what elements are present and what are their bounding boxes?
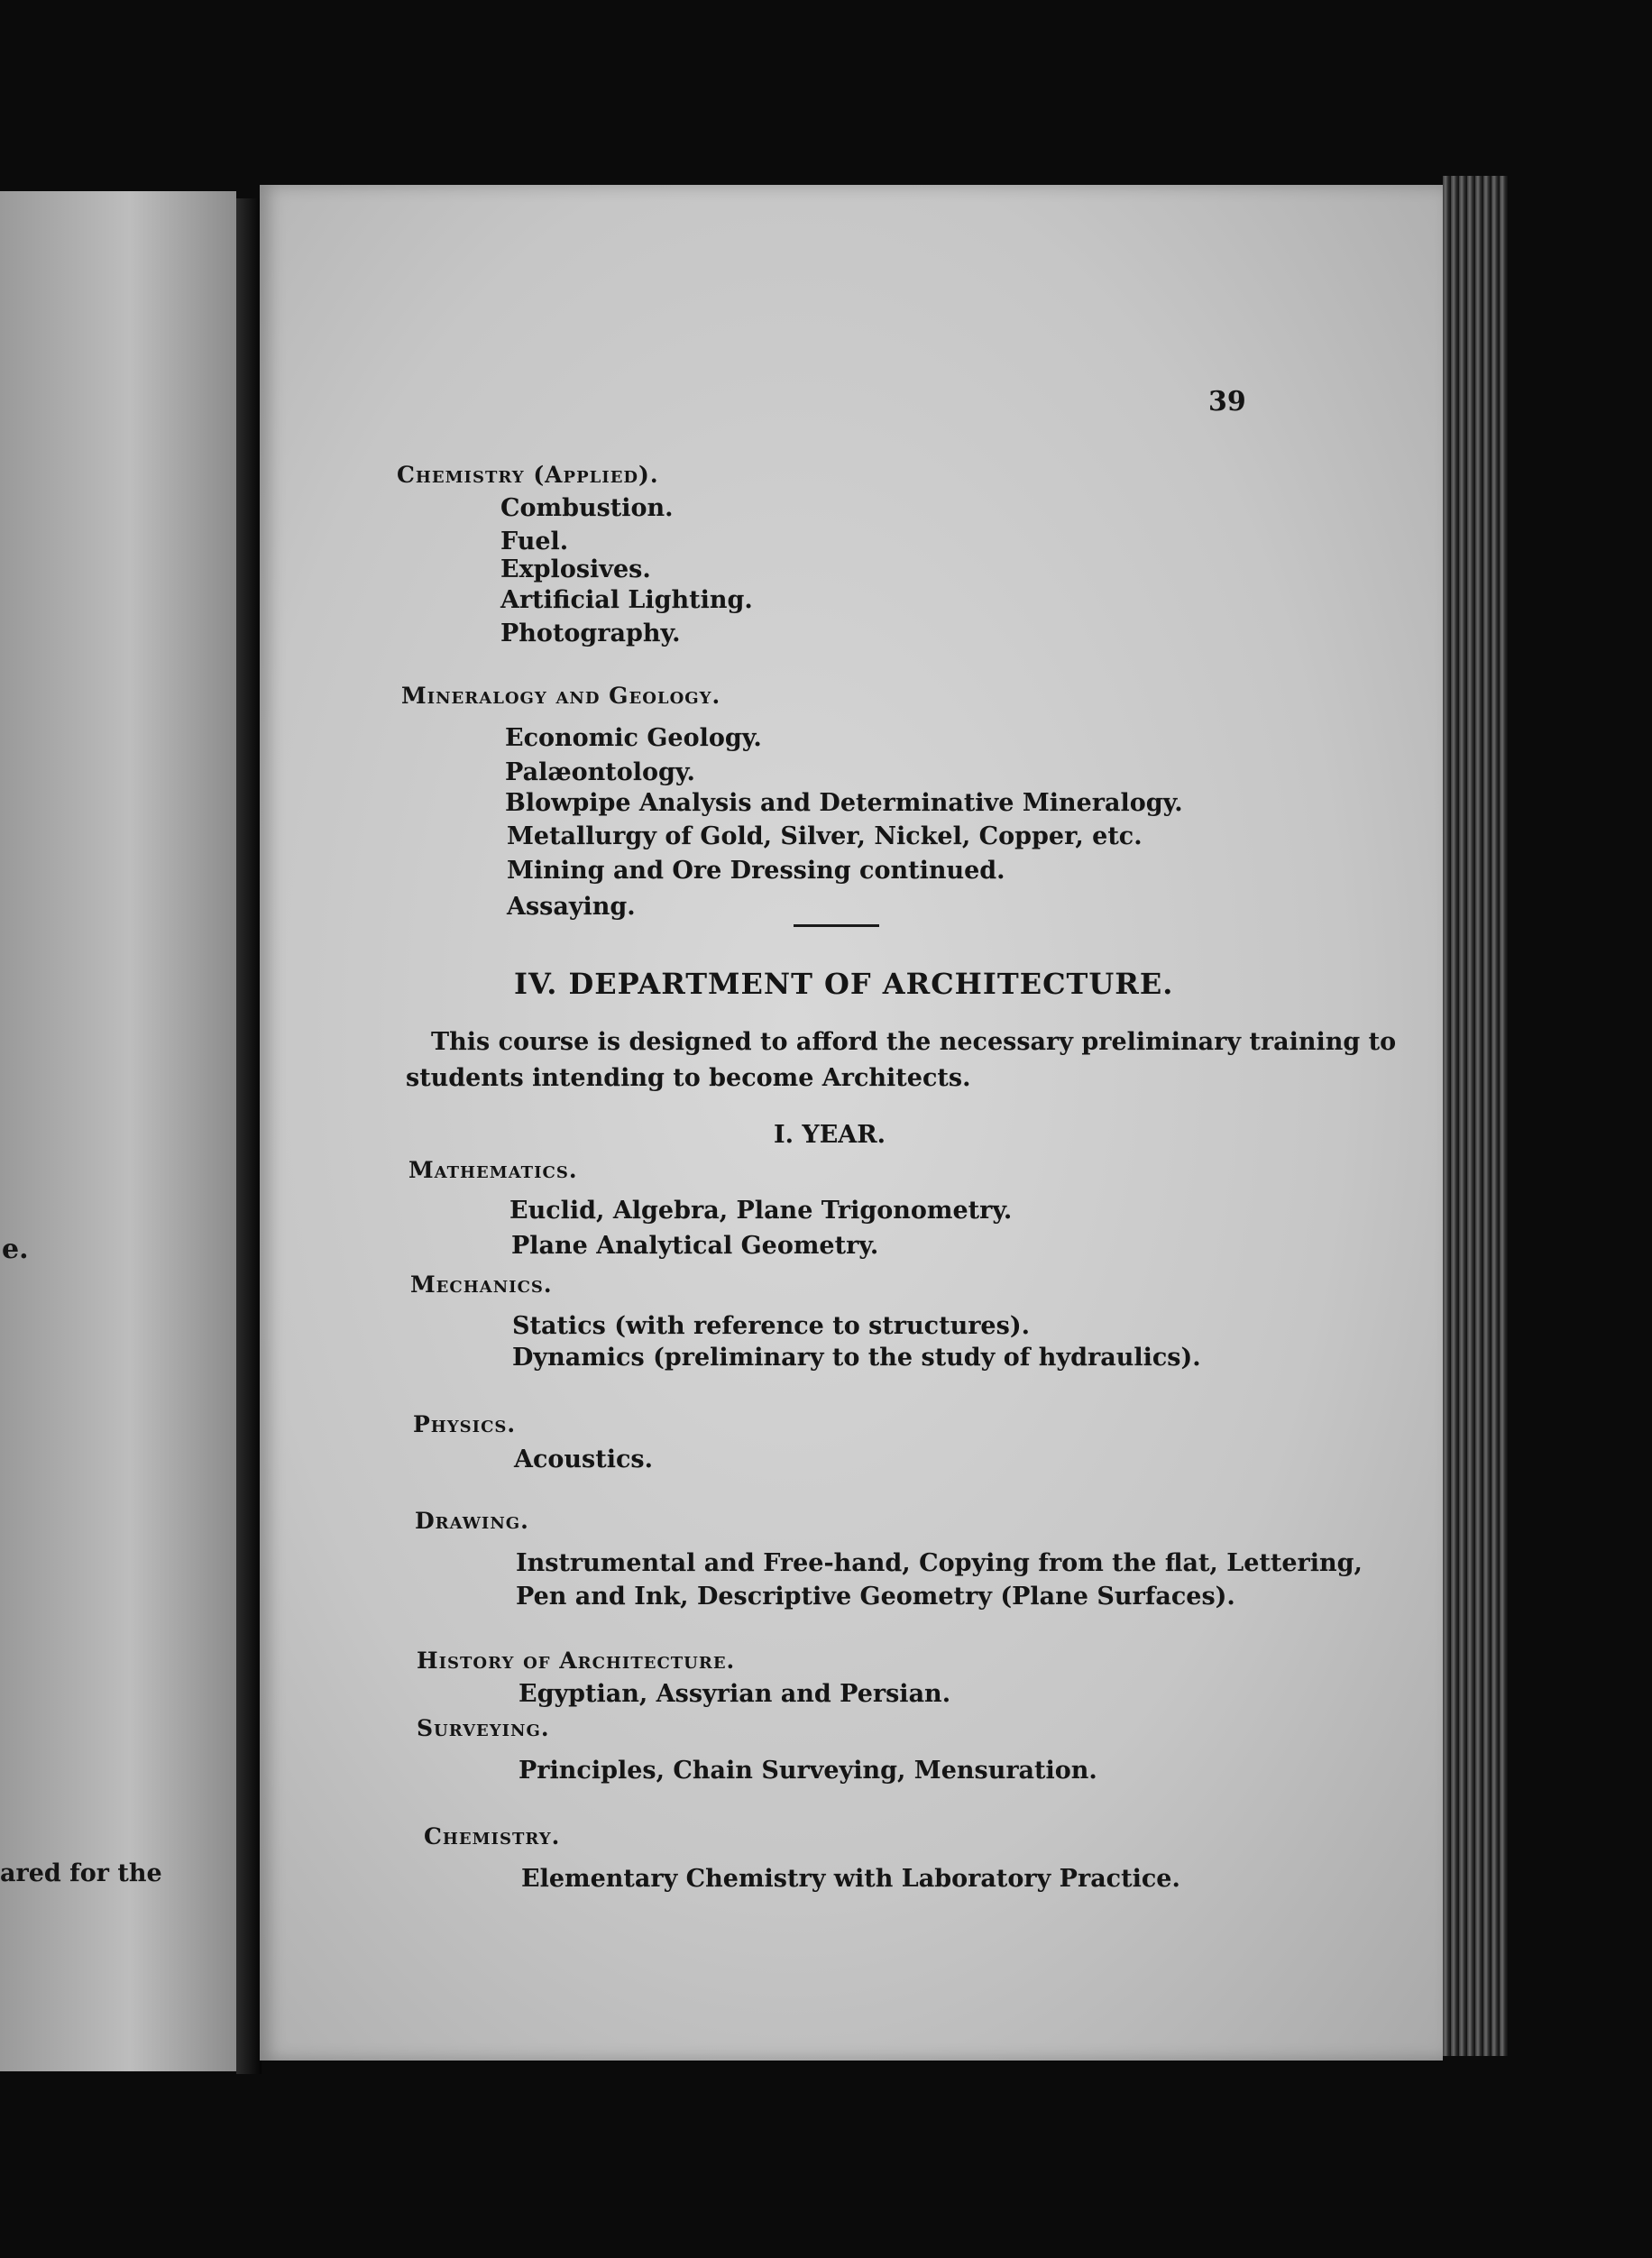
page-number: 39 <box>1208 386 1246 418</box>
left-page <box>0 191 236 2071</box>
section-heading-mineralogy-geology: Mineralogy and Geology. <box>401 683 721 709</box>
section-heading-chemistry: Chemistry. <box>424 1823 561 1850</box>
section-heading-chemistry-applied: Chemistry (Applied). <box>397 462 659 488</box>
list-item: Egyptian, Assyrian and Persian. <box>519 1680 951 1708</box>
page-edges <box>1443 176 1508 2056</box>
list-item: Statics (with reference to structures). <box>512 1312 1030 1340</box>
section-heading-history-of-architecture: History of Architecture. <box>417 1648 736 1674</box>
list-item: Explosives. <box>500 555 651 583</box>
list-item: Mining and Ore Dressing continued. <box>507 857 1005 885</box>
list-item: Pen and Ink, Descriptive Geometry (Plane Surfaces). <box>516 1583 1235 1611</box>
list-item: Assaying. <box>507 893 636 921</box>
list-item: Acoustics. <box>514 1446 653 1473</box>
list-item: Blowpipe Analysis and Determinative Mineralogy. <box>505 789 1183 817</box>
intro-line-1: This course is designed to afford the necessary preliminary training to <box>431 1028 1397 1056</box>
department-title: IV. DEPARTMENT OF ARCHITECTURE. <box>514 967 1174 1001</box>
section-heading-mathematics: Mathematics. <box>408 1157 578 1183</box>
list-item: Palæontology. <box>505 758 695 786</box>
left-page-fragment-mark: e. <box>2 1234 29 1265</box>
list-item: Artificial Lighting. <box>500 586 753 614</box>
year-heading: I. YEAR. <box>774 1121 886 1149</box>
section-divider <box>794 924 879 927</box>
left-page-fragment: ared for the <box>0 1859 162 1887</box>
section-heading-mechanics: Mechanics. <box>410 1271 553 1298</box>
section-heading-surveying: Surveying. <box>417 1715 550 1741</box>
list-item: Elementary Chemistry with Laboratory Practice. <box>521 1865 1180 1893</box>
list-item: Economic Geology. <box>505 724 762 752</box>
list-item: Instrumental and Free-hand, Copying from the flat, Lettering, <box>516 1549 1363 1577</box>
list-item: Dynamics (preliminary to the study of hydraulics). <box>512 1344 1201 1372</box>
list-item: Metallurgy of Gold, Silver, Nickel, Copper, etc. <box>507 822 1143 850</box>
section-heading-drawing: Drawing. <box>415 1508 529 1534</box>
list-item: Fuel. <box>500 528 569 555</box>
book-gutter <box>236 198 262 2074</box>
list-item: Euclid, Algebra, Plane Trigonometry. <box>509 1197 1013 1225</box>
list-item: Combustion. <box>500 494 674 522</box>
list-item: Principles, Chain Surveying, Mensuration. <box>519 1757 1097 1785</box>
intro-line-2: students intending to become Architects. <box>406 1064 971 1092</box>
list-item: Plane Analytical Geometry. <box>511 1232 879 1260</box>
section-heading-physics: Physics. <box>413 1411 517 1437</box>
list-item: Photography. <box>500 620 681 647</box>
